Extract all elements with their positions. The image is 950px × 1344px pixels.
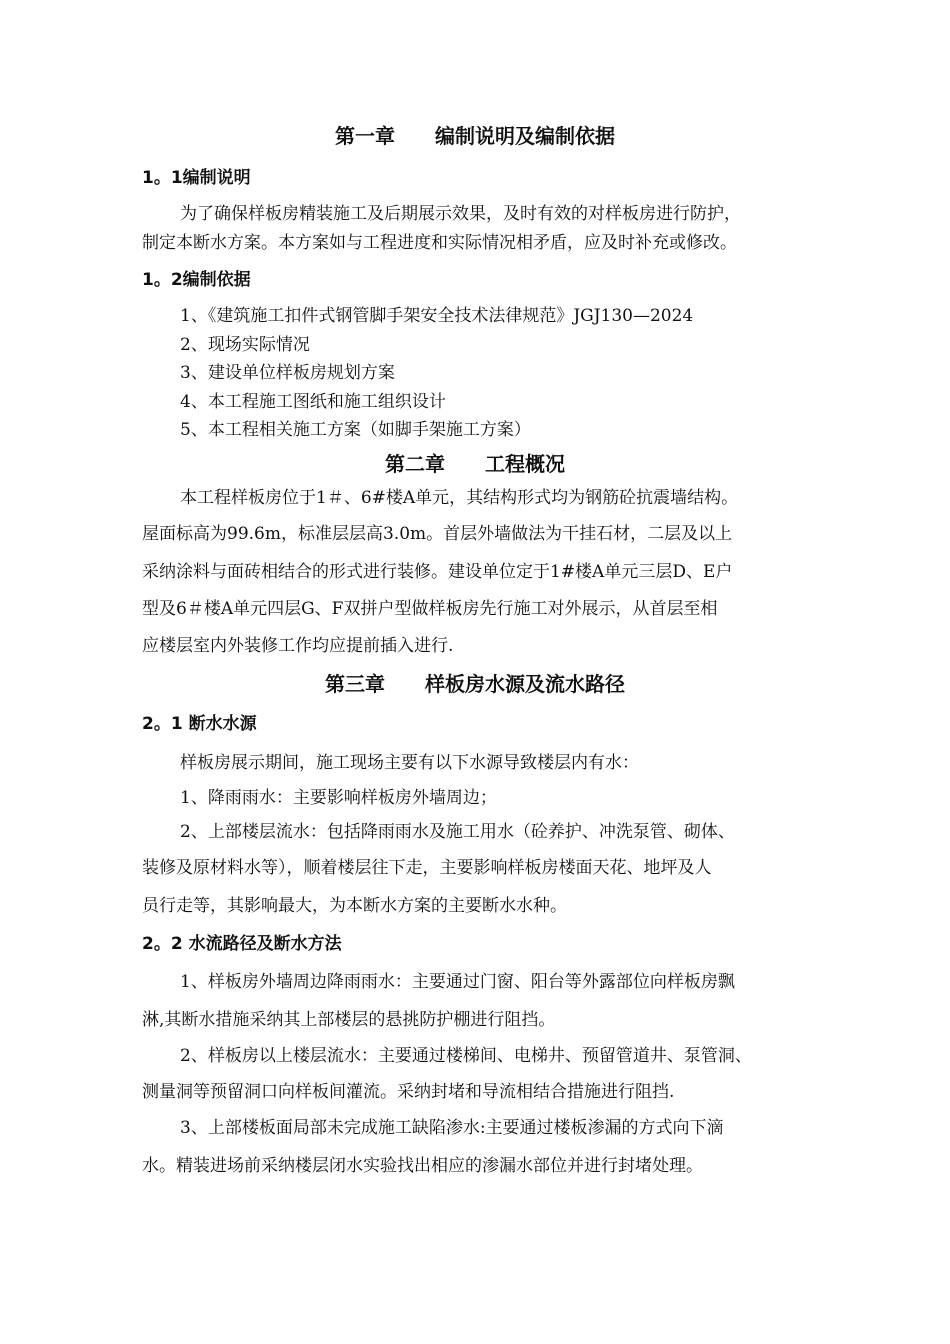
section-1-1-heading: 1。1编制说明	[142, 168, 251, 188]
chapter-3-label: 第三章	[325, 672, 385, 696]
paragraph-line: 2、上部楼层流水：包括降雨雨水及施工用水（砼养护、冲洗泵管、砌体、	[180, 822, 735, 842]
chapter-2-label: 第二章	[385, 452, 445, 476]
paragraph-line: 型及6＃楼A单元四层G、F双拼户型做样板房先行施工对外展示，从首层至相	[142, 599, 718, 619]
paragraph-line: 屋面标高为99.6m，标准层层高3.0m。首层外墙做法为干挂石材，二层及以上	[142, 524, 733, 544]
paragraph-line: 采纳涂料与面砖相结合的形式进行装修。建设单位定于1#楼A单元三层D、E户	[142, 562, 733, 582]
chapter-1-title: 编制说明及编制依据	[435, 124, 615, 148]
paragraph-line: 2、样板房以上楼层流水：主要通过楼梯间、电梯井、预留管道井、泵管洞、	[180, 1046, 752, 1066]
paragraph-line: 员行走等，其影响最大，为本断水方案的主要断水水种。	[142, 896, 567, 916]
chapter-1-heading	[0, 122, 950, 150]
section-2-1-heading: 2。1 断水水源	[142, 714, 257, 734]
chapter-3-heading	[0, 670, 950, 698]
basis-item: 2、现场实际情况	[180, 335, 310, 355]
paragraph-line: 应楼层室内外装修工作均应提前插入进行.	[142, 636, 454, 656]
basis-item: 5、本工程相关施工方案（如脚手架施工方案）	[180, 420, 531, 440]
paragraph-line: 本工程样板房位于1＃、6#楼A单元，其结构形式均为钢筋砼抗震墙结构。	[180, 488, 739, 508]
basis-item: 1、《建筑施工扣件式钢管脚手架安全技术法律规范》JGJ130—2024	[180, 306, 694, 326]
chapter-2-title: 工程概况	[485, 452, 565, 476]
paragraph-line: 制定本断水方案。本方案如与工程进度和实际情况相矛盾，应及时补充或修改。	[142, 233, 737, 253]
paragraph-line: 为了确保样板房精装施工及后期展示效果，及时有效的对样板房进行防护，	[180, 204, 741, 224]
paragraph-line: 淋,其断水措施采纳其上部楼层的悬挑防护棚进行阻挡。	[142, 1010, 556, 1030]
section-1-2-heading: 1。2编制依据	[142, 270, 251, 290]
basis-item: 3、建设单位样板房规划方案	[180, 363, 395, 383]
paragraph-line: 装修及原材料水等），顺着楼层往下走，主要影响样板房楼面天花、地坪及人	[142, 858, 712, 878]
chapter-2-heading	[0, 450, 950, 478]
paragraph-line: 3、上部楼板面局部未完成施工缺陷渗水:主要通过楼板渗漏的方式向下滴	[180, 1118, 724, 1138]
paragraph-line: 测量洞等预留洞口向样板间灌流。采纳封堵和导流相结合措施进行阻挡.	[142, 1082, 675, 1102]
basis-item: 4、本工程施工图纸和施工组织设计	[180, 392, 446, 412]
paragraph-line: 1、样板房外墙周边降雨雨水：主要通过门窗、阳台等外露部位向样板房飘	[180, 972, 735, 992]
chapter-3-title: 样板房水源及流水路径	[425, 672, 625, 696]
paragraph-line: 样板房展示期间，施工现场主要有以下水源导致楼层内有水：	[180, 753, 639, 773]
chapter-1-label: 第一章	[335, 124, 395, 148]
paragraph-line: 水。精装进场前采纳楼层闭水实验找出相应的渗漏水部位并进行封堵处理。	[142, 1156, 703, 1176]
paragraph-line: 1、降雨雨水：主要影响样板房外墙周边；	[180, 788, 497, 808]
section-2-2-heading: 2。2 水流路径及断水方法	[142, 934, 342, 954]
